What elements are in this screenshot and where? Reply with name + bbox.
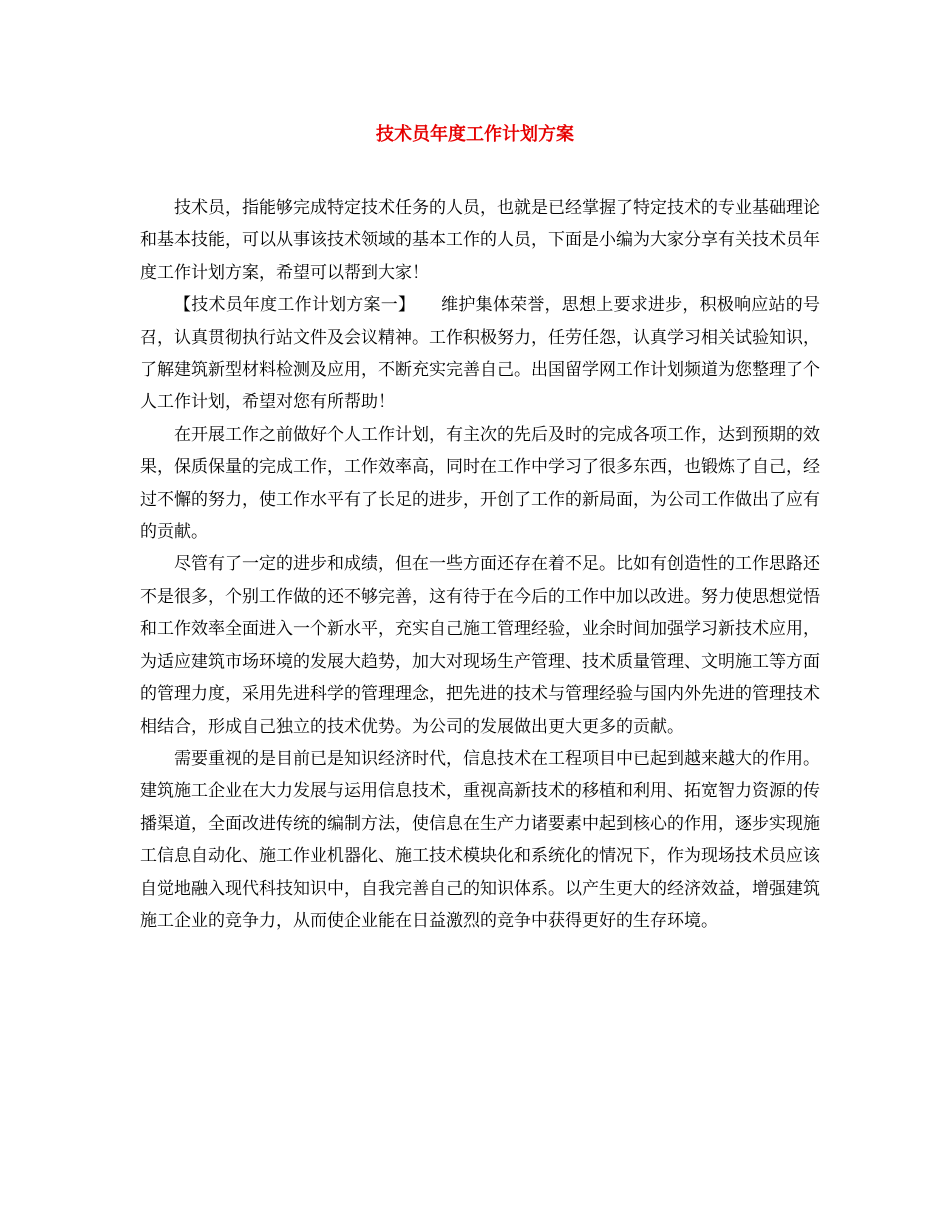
paragraph-intro: 技术员，指能够完成特定技术任务的人员，也就是已经掌握了特定技术的专业基础理论和基本技能，可以从事该技术领域的基本工作的人员，下面是小编为大家分享有关技术员年度工作计划方案，希望可以帮到大家！ — [140, 198, 820, 283]
paragraph-information-era: 需要重视的是目前已是知识经济时代，信息技术在工程项目中已起到越来越大的作用。建筑施工企业在大力发展与运用信息技术，重视高新技术的移植和利用、拓宽智力资源的传播渠道，全面改进传统的编制方法，使信息在生产力诸要素中起到核心的作用，逐步实现施工信息自动化、施工作业机器化、施工技术模块化和系统化的情况下，作为现场技术员应该自觉地融入现代科技知识中，自我完善自己的知识体系。以产生更大的经济效益，增强建筑施工企业的竞争力，从而使企业能在日益激烈的竞争中获得更好的生存环境。 — [140, 748, 820, 931]
document-title: 技术员年度工作计划方案 — [376, 124, 574, 145]
paragraph-shortcomings: 尽管有了一定的进步和成绩，但在一些方面还存在着不足。比如有创造性的工作思路还不是很多，个别工作做的还不够完善，这有待于在今后的工作中加以改进。努力使思想觉悟和工作效率全面进入一个新水平，充实自己施工管理经验，业余时间加强学习新技术应用，为适应建筑市场环境的发展大趋势，加大对现场生产管理、技术质量管理、文明施工等方面的管理力度，采用先进科学的管理理念，把先进的技术与管理经验与国内外先进的管理技术相结合，形成自己独立的技术优势。为公司的发展做出更大更多的贡献。 — [140, 554, 820, 737]
paragraph-plan-one: 【技术员年度工作计划方案一】 维护集体荣誉，思想上要求进步，积极响应站的号召，认真贯彻执行站文件及会议精神。工作积极努力，任劳任怨，认真学习相关试验知识，了解建筑新型材料检测及应用，不断充实完善自己。出国留学网工作计划频道为您整理了个人工作计划，希望对您有所帮助！ — [140, 295, 820, 413]
document-body — [140, 192, 820, 937]
paragraph-work-planning: 在开展工作之前做好个人工作计划，有主次的先后及时的完成各项工作，达到预期的效果，保质保量的完成工作，工作效率高，同时在工作中学习了很多东西，也锻炼了自己，经过不懈的努力，使工作水平有了长足的进步，开创了工作的新局面，为公司工作做出了应有的贡献。 — [140, 424, 820, 543]
